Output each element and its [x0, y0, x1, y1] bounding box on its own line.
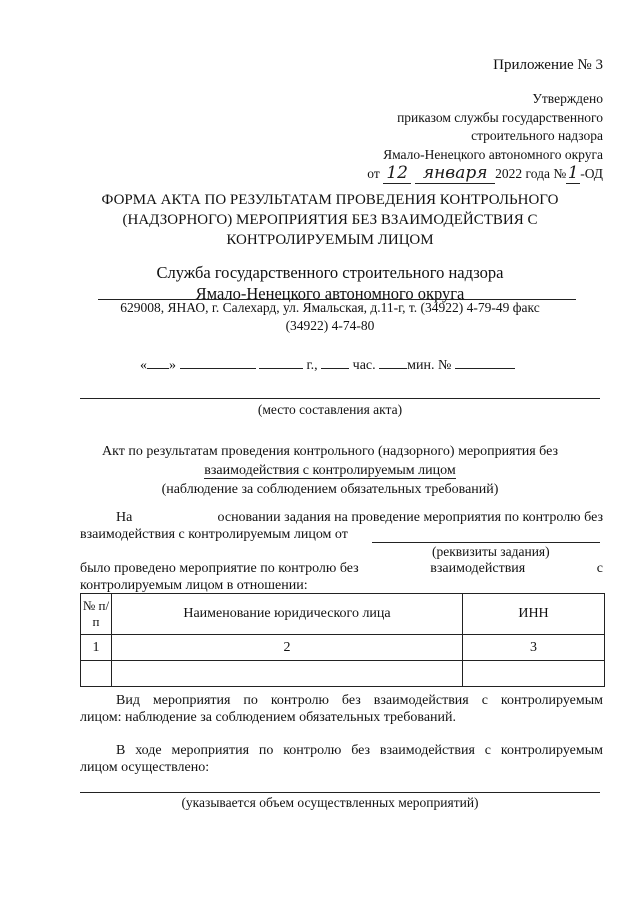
type-line-1: Вид мероприятия по контролю без взаимодействия с контролируемым [116, 693, 603, 708]
course-line-1: В ходе мероприятия по контролю без взаимодействия с контролируемым [116, 743, 603, 758]
basis-rest: основании задания на проведение мероприятия по контролю без [217, 510, 603, 525]
hour-blank[interactable] [321, 356, 349, 369]
col-number-header: № п/п [81, 594, 112, 635]
table-row [81, 661, 605, 687]
act-title [60, 442, 600, 499]
col-inn-index: 3 [463, 635, 605, 661]
col-name-header: Наименование юридического лица [112, 594, 463, 635]
form-title-line-2: (НАДЗОРНОГО) МЕРОПРИЯТИЯ БЕЗ ВЗАИМОДЕЙСТВИЯ С [122, 212, 538, 228]
empty-name-cell[interactable] [112, 661, 463, 687]
col-number-index: 1 [81, 635, 112, 661]
basis-line-4: контролируемым лицом в отношении: [80, 578, 308, 593]
year-blank[interactable] [259, 356, 303, 369]
approval-block [367, 90, 603, 184]
month-blank[interactable] [180, 356, 256, 369]
approval-date-line [367, 164, 603, 184]
table-header-row [81, 594, 605, 635]
act-number-blank[interactable] [455, 356, 515, 369]
year-text: 2022 года № [495, 166, 567, 181]
basis-line-3-c: с [596, 561, 603, 576]
hour-label: час. [352, 358, 376, 373]
basis-word-1: На [116, 510, 133, 525]
act-title-line-3: (наблюдение за соблюдением обязательных требований) [161, 482, 499, 497]
year-label: г., [306, 358, 318, 373]
empty-number-cell[interactable] [81, 661, 112, 687]
form-title-line-1: ФОРМА АКТА ПО РЕЗУЛЬТАТАМ ПРОВЕДЕНИЯ КОНТРОЛЬНОГО [101, 192, 559, 208]
handwritten-number: 1 [567, 163, 579, 183]
minute-blank[interactable] [379, 356, 407, 369]
approval-line-2: приказом службы государственного [397, 109, 603, 125]
form-title-line-3: КОНТРОЛИРУЕМЫМ ЛИЦОМ [226, 232, 434, 248]
agency-name [60, 262, 600, 304]
close-quote: » [169, 358, 176, 373]
col-name-index: 2 [112, 635, 463, 661]
open-quote: « [140, 358, 147, 373]
from-word: от [367, 166, 380, 181]
col-inn-header: ИНН [463, 594, 605, 635]
handwritten-month: января [415, 164, 495, 184]
address-line-1: 629008, ЯНАО, г. Салехард, ул. Ямальская, д.11-г, т. (34922) 4-79-49 факс [120, 300, 540, 315]
agency-address [60, 299, 600, 335]
agency-line-1: Служба государственного строительного надзора [156, 263, 504, 282]
scope-caption: (указывается объем осуществленных мероприятий) [181, 795, 479, 810]
type-line-2: лицом: наблюдение за соблюдением обязательных требований. [80, 710, 457, 725]
minute-number-label: мин. № [407, 358, 452, 373]
table-row [81, 635, 605, 661]
approval-line-4: Ямало-Ненецкого автономного округа [383, 146, 603, 162]
approval-line-3: строительного надзора [471, 128, 603, 143]
legal-entity-table [80, 593, 605, 687]
place-caption: (место составления акта) [257, 402, 403, 417]
form-title [60, 190, 600, 250]
scope-line[interactable] [80, 792, 600, 793]
order-suffix: -ОД [580, 166, 603, 181]
basis-line-1 [116, 510, 603, 526]
task-details-line[interactable] [372, 542, 600, 543]
appendix-label: Приложение № 3 [493, 57, 603, 73]
agency-line-2: Ямало-Ненецкого автономного округа [195, 284, 465, 303]
place-line[interactable] [80, 398, 600, 399]
act-title-line-2-text: взаимодействия с контролируемым лицом [204, 463, 456, 478]
basis-line-2: взаимодействия с контролируемым лицом от [80, 527, 348, 542]
basis-line-3-b: взаимодействия [430, 561, 526, 576]
act-title-line-1: Акт по результатам проведения контрольного (надзорного) мероприятия без [102, 444, 558, 459]
empty-inn-cell[interactable] [463, 661, 605, 687]
task-details-caption: (реквизиты задания) [432, 544, 550, 559]
handwritten-day: 12 [383, 164, 411, 184]
date-number-line [140, 356, 515, 374]
address-line-2: (34922) 4-74-80 [285, 318, 375, 333]
day-blank[interactable] [147, 356, 169, 369]
course-line-2: лицом осуществлено: [80, 760, 210, 775]
act-title-line-2 [60, 461, 600, 480]
approval-line-1: Утверждено [532, 91, 603, 106]
basis-line-3 [80, 561, 603, 577]
basis-line-3-a: было проведено мероприятие по контролю без [80, 561, 359, 576]
